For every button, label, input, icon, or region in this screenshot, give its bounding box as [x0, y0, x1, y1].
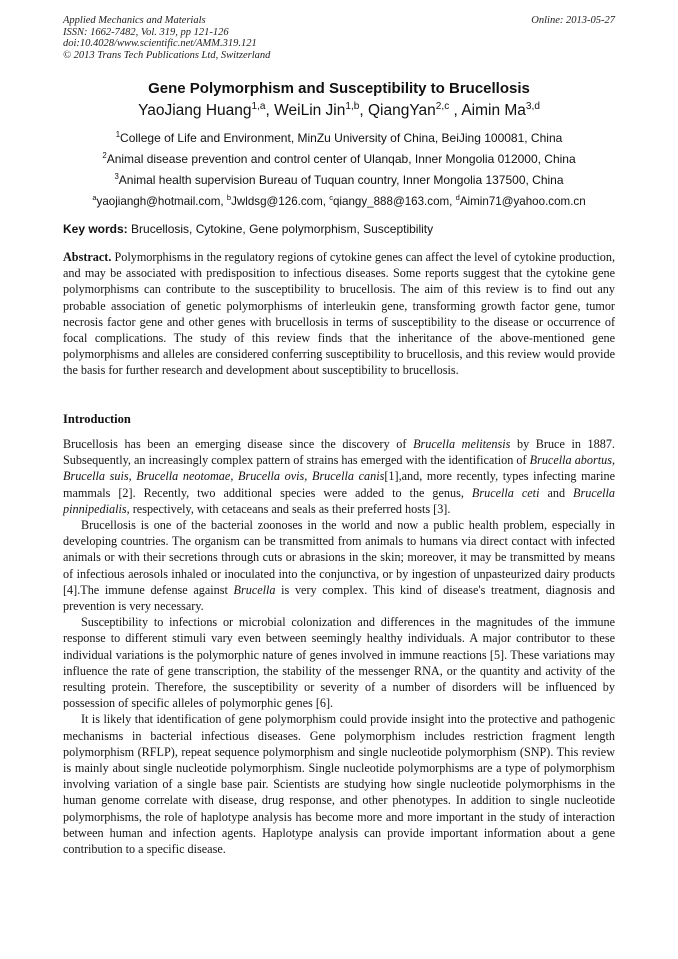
abstract — [63, 249, 615, 379]
text-run: by Bruce in 1887. Subsequently, an increasingly complex pattern of strains has emerged with the identification of — [63, 437, 615, 468]
online-date: Online: 2013-05-27 — [531, 15, 615, 26]
intro-paragraph — [63, 614, 615, 711]
running-header — [63, 15, 615, 61]
affiliation-3: $^3$Animal health supervision Bureau of Tuquan country, Inner Mongolia 137500, China — [114, 172, 564, 187]
paper-title: Gene Polymorphism and Susceptibility to Brucellosis — [148, 80, 530, 97]
italic-species-name: Brucella — [233, 582, 276, 597]
italic-species-name: Brucella melitensis — [413, 437, 511, 451]
section-heading-introduction: Introduction — [63, 412, 131, 426]
affiliation-1: $^1$College of Life and Environment, MinZu University of China, BeiJing 100081, China — [115, 130, 563, 145]
intro-paragraph — [63, 517, 615, 614]
text-run: Brucellosis is one of the bacterial zoonoses in the world and now a public health problem, especially in developing countries. The organism can be transmitted from animals to humans via direct contact with infected animals or with their secretions through cuts or abrasions in the skin; moreover, it may be transmitted by means of infectious aerosols inhaled or inoculated into the conjunctiva, or by ingestion of unpasteurized dairy products [4].The immune defense against — [63, 518, 615, 597]
issn-line: ISSN: 1662-7482, Vol. 319, pp 121-126 — [63, 26, 229, 38]
text-run: and — [539, 485, 574, 500]
abstract-text: Polymorphisms in the regulatory regions of cytokine genes can affect the level of cytokine production, and may be associated with predisposition to infectious diseases. Some reports suggest that the cytokine gene polymorphisms can contribute to the susceptibility to brucellosis. The aim of this review is to find out any probable association of genetic polymorphisms of interleukin gene, transforming growth factor gene, tumor necrosis factor gene and other genes with brucellosis in terms of susceptibility to the disease or occurrence of focal complications. The study of this review finds that the inheritance of the above-mentioned gene polymorphisms and alleles are considered conferring susceptibility to brucellosis, and this review would provide the basis for further research and development about susceptibility to brucellosis. — [63, 250, 615, 378]
abstract-label: Abstract. — [63, 250, 112, 264]
doi-line: doi:10.4028/www.scientific.net/AMM.319.121 — [63, 38, 257, 49]
text-run: Brucellosis has been an emerging disease since the discovery of — [63, 437, 414, 451]
copyright-line: © 2013 Trans Tech Publications Ltd, Switzerland — [63, 49, 271, 61]
intro-paragraph — [63, 436, 615, 517]
keywords — [63, 222, 615, 236]
author-list — [63, 102, 615, 120]
journal-name: Applied Mechanics and Materials — [63, 15, 206, 26]
author: WeiLin Jin$^{1,b}$, — [274, 100, 368, 119]
italic-species-name: Brucella pinnipedialis, — [63, 485, 615, 516]
author-emails: $^a$yaojiangh@hotmail.com, $^b$Jwldsg@126.com, $^c$qiangy_888@163.com, $^d$Aimin71@yahoo.com.cn — [92, 193, 586, 208]
text-run: is very complex. This kind of disease's treatment, diagnosis and prevention is very necessary. — [63, 582, 615, 614]
intro-paragraph — [63, 711, 615, 857]
italic-species-name: Brucella ceti — [471, 485, 540, 500]
author: QiangYan$^{2,c}$ , — [368, 100, 462, 119]
text-run: respectively, with cetaceans and seals as their preferred hosts [3]. — [129, 501, 451, 516]
author: Aimin Ma$^{3,d}$ — [461, 100, 540, 119]
affiliation-2: $^2$Animal disease prevention and control center of Ulanqab, Inner Mongolia 012000, China — [102, 151, 576, 166]
text-run: Susceptibility to infections or microbial colonization and differences in the magnitudes of the immune response to different stimuli vary even between seemingly healthy individuals. A major contributor to these individual variations is the polymorphic nature of genes involved in immune reactions [5]. These variations may influence the rate of gene transcription, the stability of the messenger RNA, or the quantity and activity of the resulting protein. Therefore, the susceptibility or severity of a number of disorders will be influenced by possession of specific alleles of polymorphic genes [6]. — [63, 615, 615, 711]
text-run: It is likely that identification of gene polymorphism could provide insight into the protective and pathogenic mechanisms in bacterial infectious diseases. Gene polymorphism includes restriction fragment length polymorphism (RFLP), repeat sequence polymorphism and single nucleotide polymorphism (SNP). This review is mainly about single nucleotide polymorphism. Single nucleotide polymorphisms are a type of polymorphism involving variation of a single base pair. Scientists are studying how single nucleotide polymorphisms in the human genome correlate with disease, drug response, and other phenotypes. In addition to single nucleotide polymorphisms, the role of haplotype analysis has become more and more important in the study of interaction between human and infection agents. Haplotype analysis can provide important information about a gene contribution to a specific disease. — [63, 712, 615, 857]
introduction-body — [63, 436, 615, 857]
keywords-text: Brucellosis, Cytokine, Gene polymorphism, Susceptibility — [127, 222, 434, 236]
keywords-label: Key words: — [63, 222, 128, 236]
text-run: [1],and, more recently, types infecting marine mammals [2]. Recently, two additional species were added to the genus, — [63, 469, 615, 500]
author: YaoJiang Huang$^{1,a}$, — [138, 100, 275, 119]
italic-species-name: Brucella abortus, Brucella suis, Brucella neotomae, Brucella ovis, Brucella canis — [63, 453, 615, 484]
